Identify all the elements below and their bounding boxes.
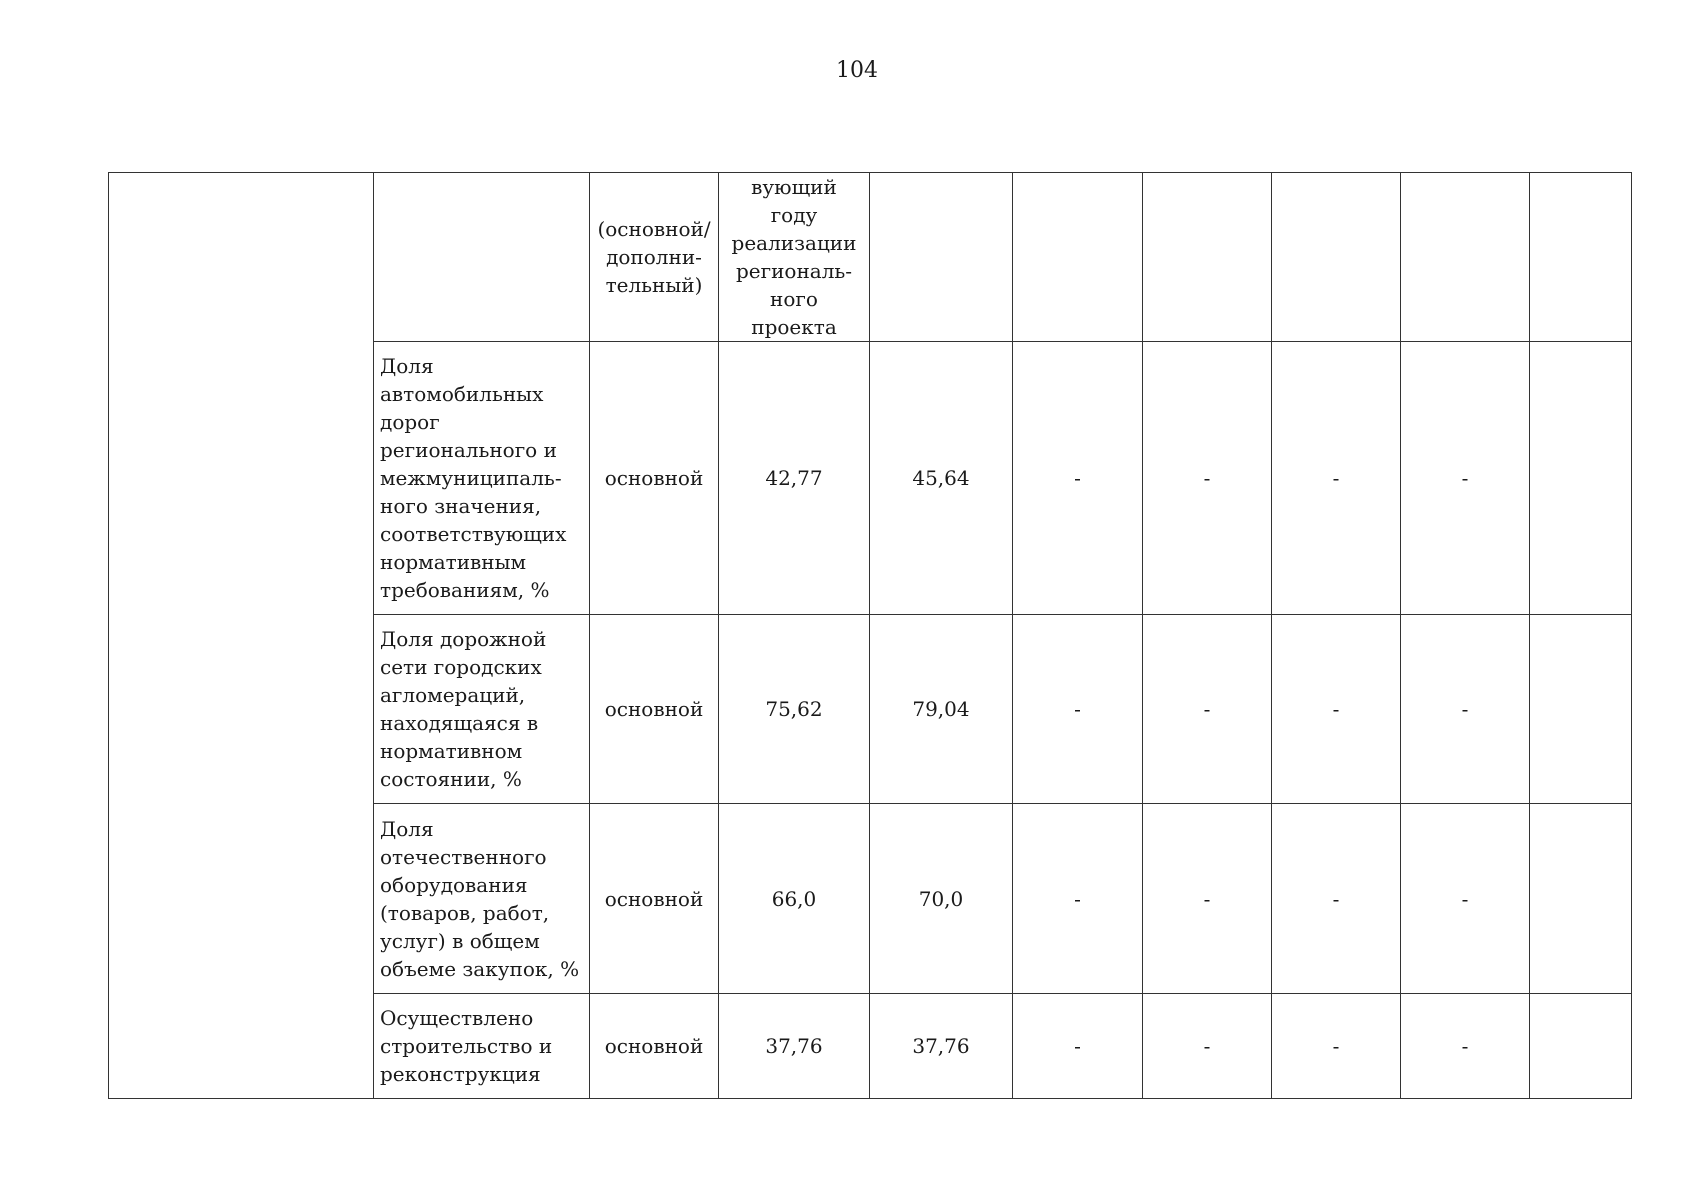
indicators-table (108, 172, 1632, 1099)
indicator-year-value: - (1401, 342, 1530, 615)
indicator-target-value: 70,0 (870, 804, 1013, 994)
indicator-year-value: - (1272, 804, 1401, 994)
page-number: 104 (836, 58, 878, 83)
indicator-type: основной (590, 342, 719, 615)
indicator-year-value: - (1013, 615, 1143, 804)
indicator-base-value: 66,0 (719, 804, 870, 994)
indicator-year-value: - (1143, 615, 1272, 804)
header-year1-cell (1013, 173, 1143, 342)
indicator-year-value: - (1272, 994, 1401, 1099)
indicator-type: основной (590, 994, 719, 1099)
table-header-row (109, 173, 1632, 342)
indicator-base-value: 75,62 (719, 615, 870, 804)
indicator-year-value: - (1401, 615, 1530, 804)
indicator-year-value: - (1143, 342, 1272, 615)
indicator-year-value: - (1143, 804, 1272, 994)
project-name-cell (109, 173, 374, 1099)
indicator-year-value: - (1401, 804, 1530, 994)
indicator-name: Доля автомобильных дорог регионального и межмуниципаль- ного значения, соответствующих нормативным требованиям, % (374, 342, 590, 615)
indicator-year-value: - (1272, 615, 1401, 804)
indicator-year-value (1530, 804, 1632, 994)
indicator-target-value: 45,64 (870, 342, 1013, 615)
indicator-base-value: 42,77 (719, 342, 870, 615)
indicator-year-value: - (1013, 994, 1143, 1099)
header-type-cell: (основной/ дополни- тельный) (590, 173, 719, 342)
indicator-name: Доля отечественного оборудования (товаров, работ, услуг) в общем объеме закупок, % (374, 804, 590, 994)
indicator-year-value: - (1272, 342, 1401, 615)
indicator-base-value: 37,76 (719, 994, 870, 1099)
header-year4-cell (1401, 173, 1530, 342)
indicator-type: основной (590, 804, 719, 994)
indicator-target-value: 79,04 (870, 615, 1013, 804)
indicator-type: основной (590, 615, 719, 804)
indicator-name: Доля дорожной сети городских агломераций, находящаяся в нормативном состоянии, % (374, 615, 590, 804)
indicator-year-value: - (1401, 994, 1530, 1099)
indicator-year-value (1530, 615, 1632, 804)
header-target-cell (870, 173, 1013, 342)
indicator-name: Осуществлено строительство и реконструкция (374, 994, 590, 1099)
header-indicator-cell (374, 173, 590, 342)
indicator-year-value: - (1013, 804, 1143, 994)
indicator-year-value (1530, 342, 1632, 615)
header-year3-cell (1272, 173, 1401, 342)
indicator-year-value: - (1013, 342, 1143, 615)
indicator-target-value: 37,76 (870, 994, 1013, 1099)
header-base-cell: вующий году реализации региональ- ного проекта (719, 173, 870, 342)
header-year5-cell (1530, 173, 1632, 342)
header-year2-cell (1143, 173, 1272, 342)
indicator-year-value: - (1143, 994, 1272, 1099)
indicator-year-value (1530, 994, 1632, 1099)
